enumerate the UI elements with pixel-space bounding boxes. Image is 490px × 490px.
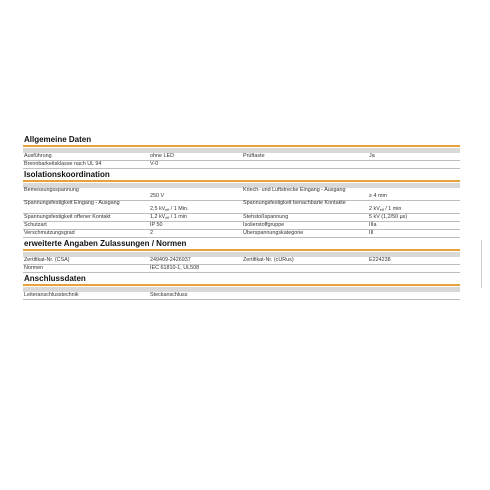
row-label: Schutzart — [24, 222, 47, 228]
row-value: ≥ 4 mm — [369, 193, 387, 199]
section-title-approvals: erweiterte Angaben Zulassungen / Normen — [23, 238, 460, 251]
table-row — [23, 153, 460, 161]
row-value: IP 50 — [150, 222, 163, 228]
row-label: Isolierstoffgruppe — [243, 222, 285, 228]
row-value: 2,5 $kV_{eff} / 1$ Min. — [150, 206, 189, 212]
row-label: Bemessungsspannung — [24, 187, 79, 193]
table-row — [23, 257, 460, 265]
table-row — [23, 292, 460, 300]
row-label: Stehstoßspannung — [243, 214, 289, 220]
row-label: Spannungsfestigkeit benachbarte Kontakte — [243, 200, 346, 206]
row-label: Zertifikat-Nr. (cURus) — [243, 257, 294, 263]
page-edge-line — [481, 240, 482, 288]
table-row — [23, 161, 460, 169]
row-label: Verschmutzungsgrad — [24, 230, 75, 236]
row-label: Spannungsfestigkeit offener Kontakt — [24, 214, 111, 220]
table-row — [23, 265, 460, 273]
row-value: 250 V — [150, 193, 165, 199]
row-label: Normen — [24, 265, 44, 271]
row-value: 2 $kV_{eff} / 1$ min — [369, 206, 402, 212]
table-row — [23, 201, 460, 214]
row-label: Brennbarkeitsklasse nach UL 94 — [24, 161, 102, 167]
row-value: 5 kV (1,2/50 µs) — [369, 214, 408, 220]
section-title-connection: Anschlussdaten — [23, 273, 460, 286]
row-label: Leiteranschlusstechnik — [24, 292, 79, 298]
datasheet-table — [23, 134, 460, 300]
section-title-general: Allgemeine Daten — [23, 134, 460, 147]
row-value: Ja — [369, 153, 375, 159]
table-row — [23, 214, 460, 222]
row-value: V-0 — [150, 161, 159, 167]
table-row — [23, 222, 460, 230]
table-row — [23, 230, 460, 238]
section-title-isolation: Isolationskoordination — [23, 169, 460, 182]
row-label: Überspannungskategorie — [243, 230, 304, 236]
row-value: Steckanschluss — [150, 292, 188, 298]
row-label: Prüftaste — [243, 153, 265, 159]
row-label: Kriech- und Luftstrecke Eingang - Ausgang — [243, 187, 346, 193]
row-value: E224238 — [369, 257, 391, 263]
row-value: III — [369, 230, 374, 236]
row-value: 1,2 $kV_{eff} / 1$ min — [150, 214, 187, 220]
row-value: 249409-2426937 — [150, 257, 191, 263]
row-label: Spannungsfestigkeit Eingang - Ausgang — [24, 200, 120, 206]
row-label: Ausführung — [24, 153, 52, 159]
row-value: ohne LED — [150, 153, 174, 159]
row-value: 2 — [150, 230, 153, 236]
row-label: Zertifikat-Nr. (CSA) — [24, 257, 70, 263]
row-value: IIIa — [369, 222, 377, 228]
row-value: IEC 61810-1, UL508 — [150, 265, 200, 271]
